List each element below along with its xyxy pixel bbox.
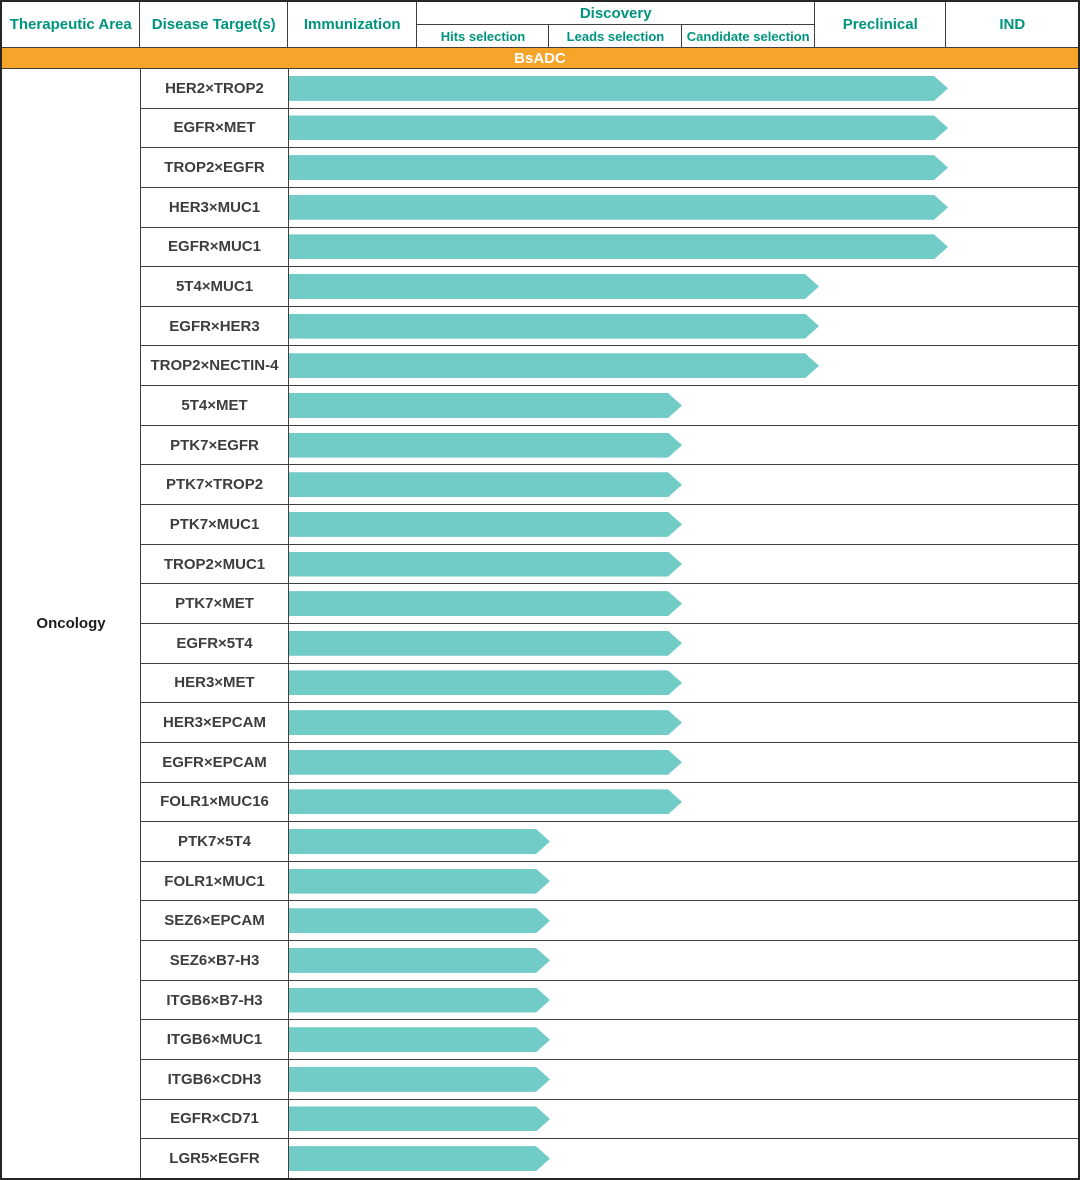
pipeline-row [141, 862, 1078, 902]
progress-bar-zone [289, 1020, 1078, 1059]
pipeline-row [141, 386, 1078, 426]
progress-arrow-bar [289, 869, 550, 894]
progress-arrow-bar [289, 472, 682, 497]
progress-arrow-bar [289, 948, 550, 973]
progress-arrow-bar [289, 314, 819, 339]
header-discovery-group [417, 2, 815, 47]
pipeline-row [141, 703, 1078, 743]
progress-arrow-bar [289, 1027, 550, 1052]
progress-arrow-bar [289, 591, 682, 616]
disease-target-label: EGFR×HER3 [141, 307, 289, 346]
progress-bar-zone [289, 307, 1078, 346]
disease-target-label: LGR5×EGFR [141, 1139, 289, 1178]
disease-target-label: HER3×EPCAM [141, 703, 289, 742]
progress-bar-zone [289, 901, 1078, 940]
disease-target-label: EGFR×CD71 [141, 1100, 289, 1139]
disease-target-label: PTK7×EGFR [141, 426, 289, 465]
header-discovery: Discovery [417, 2, 814, 25]
pipeline-row [141, 1139, 1078, 1178]
progress-arrow-bar [289, 155, 948, 180]
progress-bar-zone [289, 505, 1078, 544]
disease-target-label: ITGB6×CDH3 [141, 1060, 289, 1099]
progress-arrow-bar [289, 908, 550, 933]
pipeline-row [141, 69, 1078, 109]
progress-arrow-bar [289, 631, 682, 656]
table-header [2, 2, 1078, 48]
pipeline-row [141, 465, 1078, 505]
disease-target-label: HER3×MET [141, 664, 289, 703]
disease-target-label: FOLR1×MUC16 [141, 783, 289, 822]
progress-bar-zone [289, 1139, 1078, 1178]
header-leads-selection: Leads selection [549, 25, 682, 47]
disease-target-label: EGFR×MET [141, 109, 289, 148]
pipeline-row [141, 426, 1078, 466]
pipeline-row [141, 822, 1078, 862]
pipeline-row [141, 346, 1078, 386]
pipeline-row [141, 307, 1078, 347]
progress-arrow-bar [289, 393, 682, 418]
disease-target-label: TROP2×EGFR [141, 148, 289, 187]
disease-target-label: TROP2×NECTIN-4 [141, 346, 289, 385]
header-hits-selection: Hits selection [417, 25, 549, 47]
progress-bar-zone [289, 1060, 1078, 1099]
progress-bar-zone [289, 109, 1078, 148]
progress-arrow-bar [289, 1106, 550, 1131]
header-candidate-selection: Candidate selection [686, 28, 810, 44]
pipeline-row [141, 624, 1078, 664]
progress-bar-zone [289, 743, 1078, 782]
progress-arrow-bar [289, 353, 819, 378]
disease-target-label: HER2×TROP2 [141, 69, 289, 108]
header-disease-targets: Disease Target(s) [140, 2, 287, 47]
progress-arrow-bar [289, 988, 550, 1013]
disease-target-label: SEZ6×B7-H3 [141, 941, 289, 980]
progress-bar-zone [289, 822, 1078, 861]
progress-bar-zone [289, 228, 1078, 267]
progress-arrow-bar [289, 115, 948, 140]
disease-target-label: PTK7×MUC1 [141, 505, 289, 544]
progress-bar-zone [289, 545, 1078, 584]
pipeline-row [141, 783, 1078, 823]
header-discovery-subrow [417, 25, 814, 47]
pipeline-row [141, 1100, 1078, 1140]
progress-bar-zone [289, 148, 1078, 187]
progress-bar-zone [289, 386, 1078, 425]
progress-arrow-bar [289, 1067, 550, 1092]
progress-arrow-bar [289, 433, 682, 458]
disease-target-label: PTK7×5T4 [141, 822, 289, 861]
progress-bar-zone [289, 188, 1078, 227]
disease-target-label: EGFR×MUC1 [141, 228, 289, 267]
progress-bar-zone [289, 664, 1078, 703]
disease-target-label: EGFR×5T4 [141, 624, 289, 663]
pipeline-row [141, 901, 1078, 941]
disease-target-label: PTK7×TROP2 [141, 465, 289, 504]
disease-target-label: ITGB6×B7-H3 [141, 981, 289, 1020]
progress-arrow-bar [289, 274, 819, 299]
progress-bar-zone [289, 783, 1078, 822]
progress-bar-zone [289, 267, 1078, 306]
progress-bar-zone [289, 703, 1078, 742]
progress-bar-zone [289, 346, 1078, 385]
progress-bar-zone [289, 465, 1078, 504]
progress-arrow-bar [289, 1146, 550, 1171]
pipeline-row [141, 941, 1078, 981]
progress-arrow-bar [289, 750, 682, 775]
progress-bar-zone [289, 624, 1078, 663]
pipeline-row [141, 743, 1078, 783]
pipeline-rows [141, 69, 1078, 1178]
header-preclinical: Preclinical [815, 2, 947, 47]
disease-target-label: PTK7×MET [141, 584, 289, 623]
disease-target-label: 5T4×MUC1 [141, 267, 289, 306]
disease-target-label: EGFR×EPCAM [141, 743, 289, 782]
progress-bar-zone [289, 584, 1078, 623]
progress-bar-zone [289, 981, 1078, 1020]
pipeline-row [141, 664, 1078, 704]
progress-arrow-bar [289, 76, 948, 101]
progress-bar-zone [289, 69, 1078, 108]
disease-target-label: TROP2×MUC1 [141, 545, 289, 584]
progress-bar-zone [289, 1100, 1078, 1139]
progress-arrow-bar [289, 195, 948, 220]
pipeline-row [141, 228, 1078, 268]
pipeline-row [141, 584, 1078, 624]
pipeline-row [141, 148, 1078, 188]
progress-arrow-bar [289, 829, 550, 854]
progress-arrow-bar [289, 670, 682, 695]
pipeline-row [141, 545, 1078, 585]
disease-target-label: SEZ6×EPCAM [141, 901, 289, 940]
disease-target-label: FOLR1×MUC1 [141, 862, 289, 901]
pipeline-row [141, 188, 1078, 228]
pipeline-row [141, 505, 1078, 545]
header-immunization: Immunization [288, 2, 418, 47]
progress-arrow-bar [289, 512, 682, 537]
progress-bar-zone [289, 862, 1078, 901]
pipeline-row [141, 981, 1078, 1021]
disease-target-label: HER3×MUC1 [141, 188, 289, 227]
header-therapeutic-area: Therapeutic Area [2, 2, 140, 47]
progress-arrow-bar [289, 789, 682, 814]
pipeline-row [141, 267, 1078, 307]
pipeline-row [141, 1060, 1078, 1100]
progress-arrow-bar [289, 234, 948, 259]
progress-arrow-bar [289, 710, 682, 735]
pipeline-row [141, 1020, 1078, 1060]
progress-bar-zone [289, 426, 1078, 465]
progress-arrow-bar [289, 552, 682, 577]
program-banner: BsADC [2, 48, 1078, 69]
pipeline-row [141, 109, 1078, 149]
progress-bar-zone [289, 941, 1078, 980]
table-body [2, 69, 1078, 1178]
disease-target-label: ITGB6×MUC1 [141, 1020, 289, 1059]
header-ind: IND [999, 16, 1026, 33]
therapeutic-area-value: Oncology [2, 69, 141, 1178]
disease-target-label: 5T4×MET [141, 386, 289, 425]
